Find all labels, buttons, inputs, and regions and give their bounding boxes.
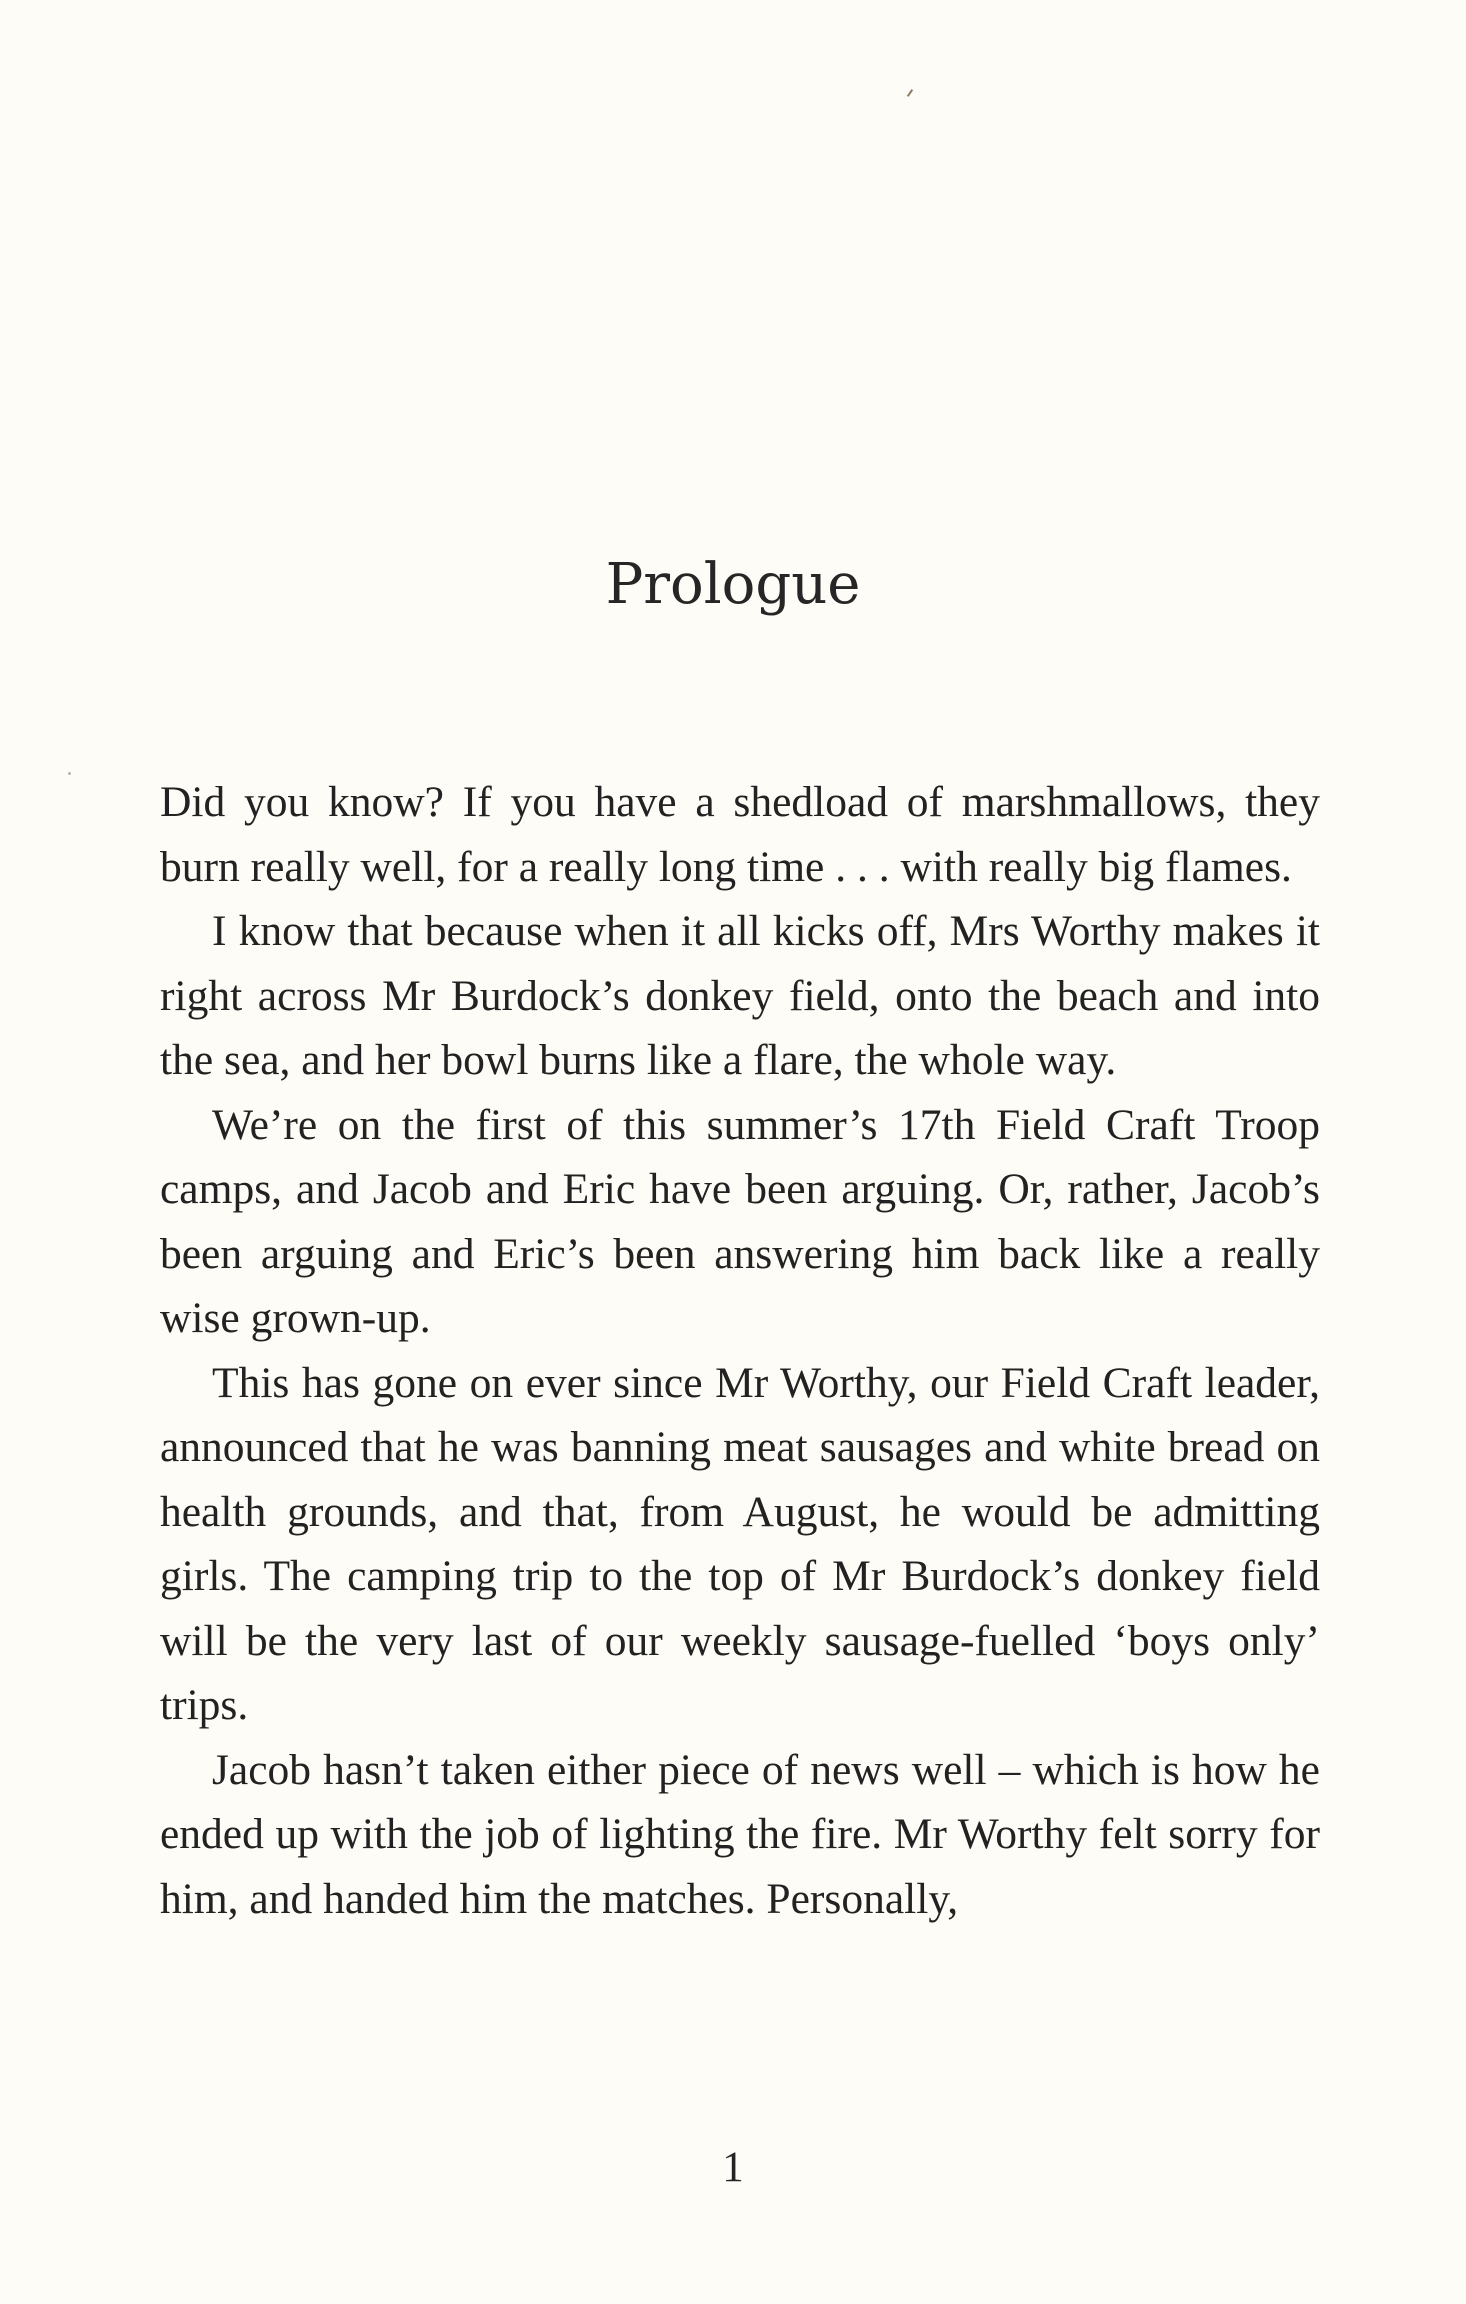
- print-speck: [68, 772, 71, 775]
- paragraph: I know that because when it all kicks off, Mrs Worthy makes it right across Mr Burdock’s donkey field, onto the beach and into the sea, and her bowl burns like a flare, the whole way.: [160, 907, 1320, 1084]
- print-speck: [907, 89, 913, 97]
- page-number: 1: [722, 2144, 744, 2191]
- paragraph: Jacob hasn’t taken either piece of news well – which is how he ended up with the job of lighting the fire. Mr Worthy felt sorry for him, and handed him the matches. Personally,: [160, 1745, 1320, 1923]
- chapter-title: Prologue: [605, 552, 861, 617]
- paragraph: Did you know? If you have a shedload of marshmallows, they burn really well, for a really long time . . . with really big flames.: [160, 778, 1320, 891]
- body-text: [160, 770, 1320, 1931]
- paragraph: This has gone on ever since Mr Worthy, our Field Craft leader, announced that he was banning meat sausages and white bread on health grounds, and that, from August, he would be admitting girls. The camping trip to the top of Mr Burdock’s donkey field will be the very last of our weekly sausage-fuelled ‘boys only’ trips.: [160, 1358, 1320, 1729]
- paragraph: We’re on the first of this summer’s 17th Field Craft Troop camps, and Jacob and Eric have been arguing. Or, rather, Jacob’s been arguing and Eric’s been answering him back like a really wise grown-up.: [160, 1100, 1320, 1342]
